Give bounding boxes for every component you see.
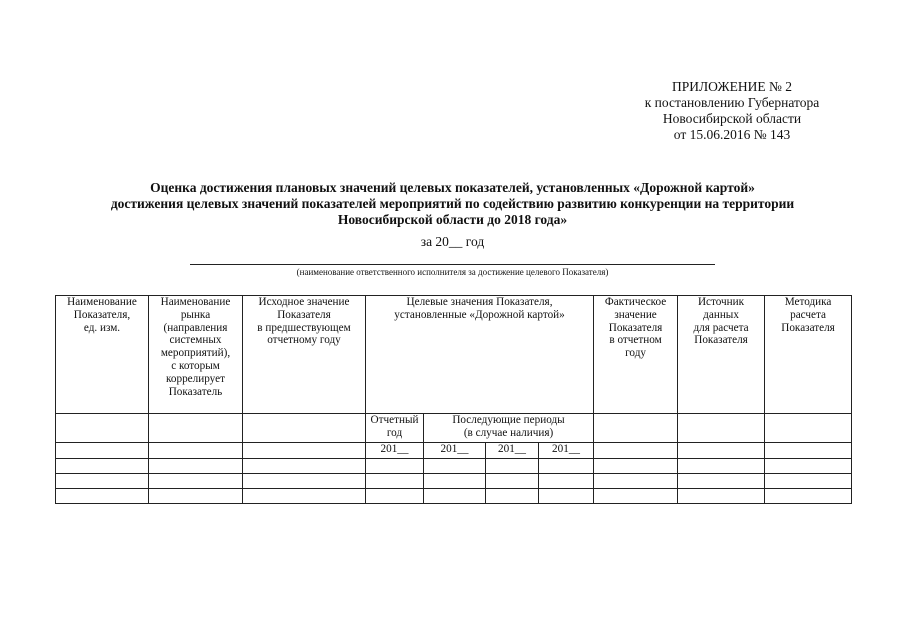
- table-cell: [765, 414, 852, 443]
- header-initial-value: Исходное значение Показателя в предшествующем отчетному году: [243, 296, 366, 414]
- table-cell: [678, 474, 765, 489]
- table-cell: [149, 414, 243, 443]
- table-cell: [56, 474, 149, 489]
- appendix-line: Новосибирской области: [662, 111, 802, 126]
- year-cell: 201__: [486, 443, 539, 459]
- signature-line: [190, 264, 715, 265]
- year-cell: 201__: [539, 443, 594, 459]
- header-target-values: Целевые значения Показателя, установленные «Дорожной картой»: [366, 296, 594, 414]
- table-cell: [424, 489, 486, 504]
- table-cell: [594, 474, 678, 489]
- table-cell: [56, 459, 149, 474]
- title-line: Новосибирской области до 2018 года»: [337, 212, 568, 227]
- table-cell: [243, 459, 366, 474]
- table-cell: [149, 459, 243, 474]
- header-actual-value: Фактическое значение Показателя в отчетном году: [594, 296, 678, 414]
- table-header-row: [56, 296, 852, 414]
- title-line: достижения целевых значений показателей мероприятий по содействию развитию конкуренции на территории: [110, 196, 795, 211]
- table-cell: [486, 489, 539, 504]
- table-cell: [149, 474, 243, 489]
- table-cell: [594, 489, 678, 504]
- table-cell: [56, 414, 149, 443]
- table-cell: [424, 459, 486, 474]
- table-cell: [678, 489, 765, 504]
- table-cell: [678, 459, 765, 474]
- table-row-empty: [56, 489, 852, 504]
- document-title: [40, 180, 865, 228]
- table-year-row: [56, 443, 852, 459]
- header-data-source: Источник данных для расчета Показателя: [678, 296, 765, 414]
- appendix-date: от 15.06.2016 № 143: [673, 127, 791, 142]
- table-subheader-row: [56, 414, 852, 443]
- appendix-header: [612, 79, 852, 143]
- table-row-empty: [56, 474, 852, 489]
- table-cell: [366, 474, 424, 489]
- title-line: Оценка достижения плановых значений целевых показателей, установленных «Дорожной картой»: [150, 180, 755, 195]
- table-cell: [366, 459, 424, 474]
- table-cell: [424, 474, 486, 489]
- appendix-line: к постановлению Губернатора: [644, 95, 820, 110]
- table-cell: [594, 414, 678, 443]
- table-row-empty: [56, 459, 852, 474]
- table-cell: [243, 474, 366, 489]
- table-cell: [56, 443, 149, 459]
- appendix-title: ПРИЛОЖЕНИЕ № 2: [671, 79, 793, 94]
- evaluation-table: [55, 295, 852, 504]
- table-cell: [539, 474, 594, 489]
- table-cell: [149, 443, 243, 459]
- table-cell: [765, 474, 852, 489]
- subheader-reporting-year: Отчетный год: [366, 414, 424, 443]
- header-calc-method: Методика расчета Показателя: [765, 296, 852, 414]
- table-cell: [765, 489, 852, 504]
- table-cell: [486, 459, 539, 474]
- table-cell: [539, 489, 594, 504]
- table-cell: [243, 414, 366, 443]
- report-year: за 20__ год: [420, 234, 485, 249]
- table-cell: [594, 459, 678, 474]
- subheader-following-periods: Последующие периоды (в случае наличия): [424, 414, 594, 443]
- table-cell: [539, 459, 594, 474]
- signature-caption: (наименование ответственного исполнителя за достижение целевого Показателя): [296, 267, 609, 277]
- table-cell: [678, 443, 765, 459]
- table-cell: [56, 489, 149, 504]
- table-cell: [486, 474, 539, 489]
- table-cell: [678, 414, 765, 443]
- header-indicator: Наименование Показателя, ед. изм.: [56, 296, 149, 414]
- year-cell: 201__: [366, 443, 424, 459]
- header-market: Наименование рынка (направления системных мероприятий), с которым коррелирует Показатель: [149, 296, 243, 414]
- table-cell: [366, 489, 424, 504]
- table-cell: [765, 459, 852, 474]
- table-cell: [149, 489, 243, 504]
- table-cell: [765, 443, 852, 459]
- table-cell: [243, 443, 366, 459]
- table-cell: [594, 443, 678, 459]
- year-cell: 201__: [424, 443, 486, 459]
- table-cell: [243, 489, 366, 504]
